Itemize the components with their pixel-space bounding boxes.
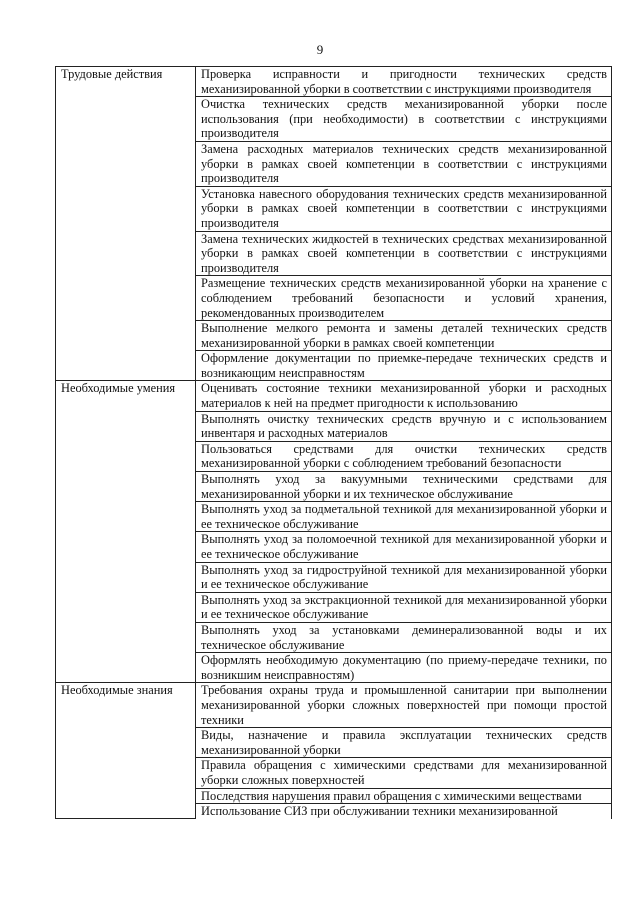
- requirement-cell: [196, 472, 612, 502]
- requirement-cell: [196, 502, 612, 532]
- requirement-text: Размещение технических средств механизированной уборки на хранение с соблюдением требований безопасности и условий хранения, рекомендованных производителем: [201, 276, 607, 320]
- requirement-text: Оформление документации по приемке-передаче технических средств и возникающим неисправностям: [201, 351, 607, 380]
- requirement-text: Замена технических жидкостей в технических средствах механизированной уборки в рамках своей компетенции в соответствии с инструкциями производителя: [201, 231, 607, 275]
- requirement-text: Выполнять уход за гидроструйной техникой для механизированной уборки и ее техническое обслуживание: [201, 562, 607, 592]
- requirement-cell: [196, 321, 612, 351]
- requirement-text: Проверка исправности и пригодности технических средств механизированной уборки в соответствии с инструкциями производителя: [201, 67, 607, 96]
- requirement-text: Выполнять уход за установками деминерализованной воды и их техническое обслуживание: [201, 622, 607, 652]
- table-row: [56, 683, 612, 728]
- table-row: [56, 67, 612, 97]
- requirement-cell: [196, 381, 612, 411]
- section-label: Трудовые действия: [56, 67, 196, 381]
- section-label: Необходимые умения: [56, 381, 196, 683]
- requirement-cell: [196, 758, 612, 788]
- requirement-text: Выполнять уход за поломоечной техникой для механизированной уборки и ее техническое обслуживание: [201, 532, 607, 561]
- section-label: Необходимые знания: [56, 683, 196, 819]
- requirement-text: Выполнять уход за вакуумными техническими средствами для механизированной уборки и их техническое обслуживание: [201, 472, 607, 501]
- requirement-cell: [196, 622, 612, 652]
- requirement-text: Использование СИЗ при обслуживании техники механизированной: [201, 804, 558, 819]
- requirement-text: Требования охраны труда и промышленной санитарии при выполнении механизированной уборки сложных поверхностей при помощи простой техники: [201, 683, 607, 727]
- requirement-cell: [196, 788, 612, 804]
- requirement-text: Оценивать состояние техники механизированной уборки и расходных материалов к ней на предмет пригодности к использованию: [201, 381, 607, 411]
- requirements-table: [55, 66, 612, 819]
- table-row: [56, 381, 612, 411]
- requirement-text: Оформлять необходимую документацию (по приему-передаче техники, по возникшим неисправностям): [201, 653, 607, 682]
- requirement-cell: [196, 276, 612, 321]
- requirement-text: Правила обращения с химическими средствами для механизированной уборки сложных поверхностей: [201, 758, 607, 787]
- requirement-cell: [196, 532, 612, 562]
- requirement-text: Очистка технических средств механизированной уборки после использования (при необходимости) в соответствии с инструкциями производителя: [201, 97, 607, 141]
- requirement-cell: [196, 683, 612, 728]
- requirement-cell: [196, 441, 612, 471]
- requirement-cell: [196, 231, 612, 276]
- requirement-text: Выполнение мелкого ремонта и замены деталей технических средств механизированной уборки в рамках своей компетенции: [201, 321, 607, 350]
- requirement-text: Выполнять уход за подметальной техникой для механизированной уборки и ее техническое обслуживание: [201, 502, 607, 531]
- requirement-cell: [196, 728, 612, 758]
- requirement-text: Выполнять очистку технических средств вручную и с использованием инвентаря и расходных материалов: [201, 411, 607, 441]
- requirement-cell: [196, 141, 612, 186]
- requirement-text: Замена расходных материалов технических средств механизированной уборки в рамках своей компетенции в соответствии с инструкциями производителя: [201, 141, 607, 186]
- requirement-cell: [196, 97, 612, 142]
- requirement-cell: [196, 592, 612, 622]
- requirement-cell: [196, 351, 612, 381]
- page-number: 9: [316, 42, 324, 57]
- requirement-cell: [196, 67, 612, 97]
- requirement-cell: [196, 562, 612, 592]
- requirement-cell: [196, 186, 612, 231]
- requirement-text: Последствия нарушения правил обращения с химическими веществами: [201, 788, 582, 803]
- requirement-cell: [196, 411, 612, 441]
- requirement-text: Пользоваться средствами для очистки технических средств механизированной уборки с соблюдением требований безопасности: [201, 441, 607, 471]
- requirement-cell: [196, 653, 612, 683]
- requirement-text: Виды, назначение и правила эксплуатации технических средств механизированной уборки: [201, 728, 607, 757]
- requirement-text: Выполнять уход за экстракционной техникой для механизированной уборки и ее техническое обслуживание: [201, 592, 607, 622]
- requirement-text: Установка навесного оборудования технических средств механизированной уборки в рамках своей компетенции в соответствии с инструкциями производителя: [201, 186, 607, 230]
- requirement-cell: [196, 804, 612, 819]
